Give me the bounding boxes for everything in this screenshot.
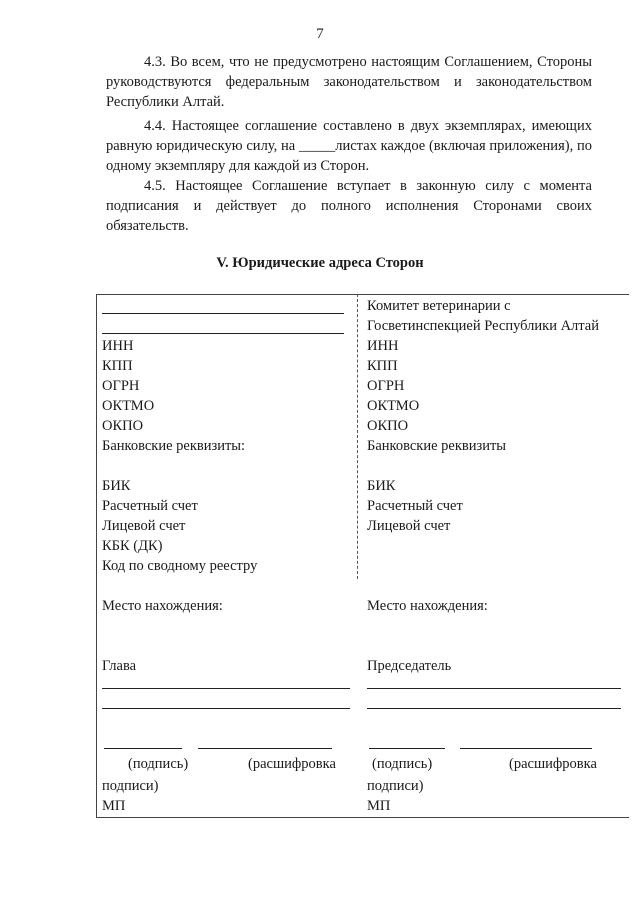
right-stamp: МП xyxy=(367,798,391,814)
left-stamp: МП xyxy=(102,798,126,814)
left-personal-account: Лицевой счет xyxy=(102,518,186,534)
clause-4-4: 4.4. Настоящее соглашение составлено в двух экземплярах, имеющих равную юридическую силу, на _____листах каждое (включая приложения), по одному экземпляру для каждой из Сторон. xyxy=(106,118,592,174)
left-signature-line xyxy=(104,748,182,749)
right-bank-details: Банковские реквизиты xyxy=(367,438,507,454)
left-bik: БИК xyxy=(102,478,131,494)
left-kbk: КБК (ДК) xyxy=(102,538,163,554)
left-kpp: КПП xyxy=(102,358,133,374)
column-divider xyxy=(357,294,358,579)
left-okpo: ОКПО xyxy=(102,418,144,434)
left-decode-caption: (расшифровка xyxy=(248,756,336,772)
right-kpp: КПП xyxy=(367,358,398,374)
right-account: Расчетный счет xyxy=(367,498,463,514)
page-number: 7 xyxy=(316,26,324,42)
clause-4-5: 4.5. Настоящее Соглашение вступает в законную силу с момента подписания и действует до полного исполнения Сторонами своих обязательств. xyxy=(106,178,592,234)
section-title: V. Юридические адреса Сторон xyxy=(216,255,424,271)
left-sign-caption: (подпись) xyxy=(128,756,189,772)
right-bik: БИК xyxy=(367,478,396,494)
right-name-line-1: Комитет ветеринарии с xyxy=(367,298,511,314)
right-name-line-2: Госветинспекцией Республики Алтай xyxy=(367,318,600,334)
right-inn: ИНН xyxy=(367,338,399,354)
right-decode-line xyxy=(460,748,592,749)
left-position: Глава xyxy=(102,658,137,674)
right-signature-line xyxy=(369,748,445,749)
right-sign-caption: (подпись) xyxy=(372,756,433,772)
left-position-line-2 xyxy=(102,708,350,709)
right-decode-caption-cont: подписи) xyxy=(367,778,424,794)
right-ogrn: ОГРН xyxy=(367,378,405,394)
left-inn: ИНН xyxy=(102,338,134,354)
left-position-line-1 xyxy=(102,688,350,689)
right-position: Председатель xyxy=(367,658,452,674)
right-personal-account: Лицевой счет xyxy=(367,518,451,534)
right-position-line-2 xyxy=(367,708,621,709)
right-decode-caption: (расшифровка xyxy=(509,756,597,772)
left-decode-caption-cont: подписи) xyxy=(102,778,159,794)
left-ogrn: ОГРН xyxy=(102,378,140,394)
left-bank-details: Банковские реквизиты: xyxy=(102,438,246,454)
left-registry-code: Код по сводному реестру xyxy=(102,558,258,574)
left-name-line-1 xyxy=(102,313,344,314)
right-oktmo: ОКТМО xyxy=(367,398,420,414)
left-location: Место нахождения: xyxy=(102,598,223,614)
clause-4-3: 4.3. Во всем, что не предусмотрено настоящим Соглашением, Стороны руководствуются федеральным законодательством и законодательством Республики Алтай. xyxy=(106,54,592,110)
right-location: Место нахождения: xyxy=(367,598,488,614)
left-name-line-2 xyxy=(102,333,344,334)
right-position-line-1 xyxy=(367,688,621,689)
left-account: Расчетный счет xyxy=(102,498,198,514)
left-decode-line xyxy=(198,748,332,749)
left-oktmo: ОКТМО xyxy=(102,398,155,414)
right-okpo: ОКПО xyxy=(367,418,409,434)
